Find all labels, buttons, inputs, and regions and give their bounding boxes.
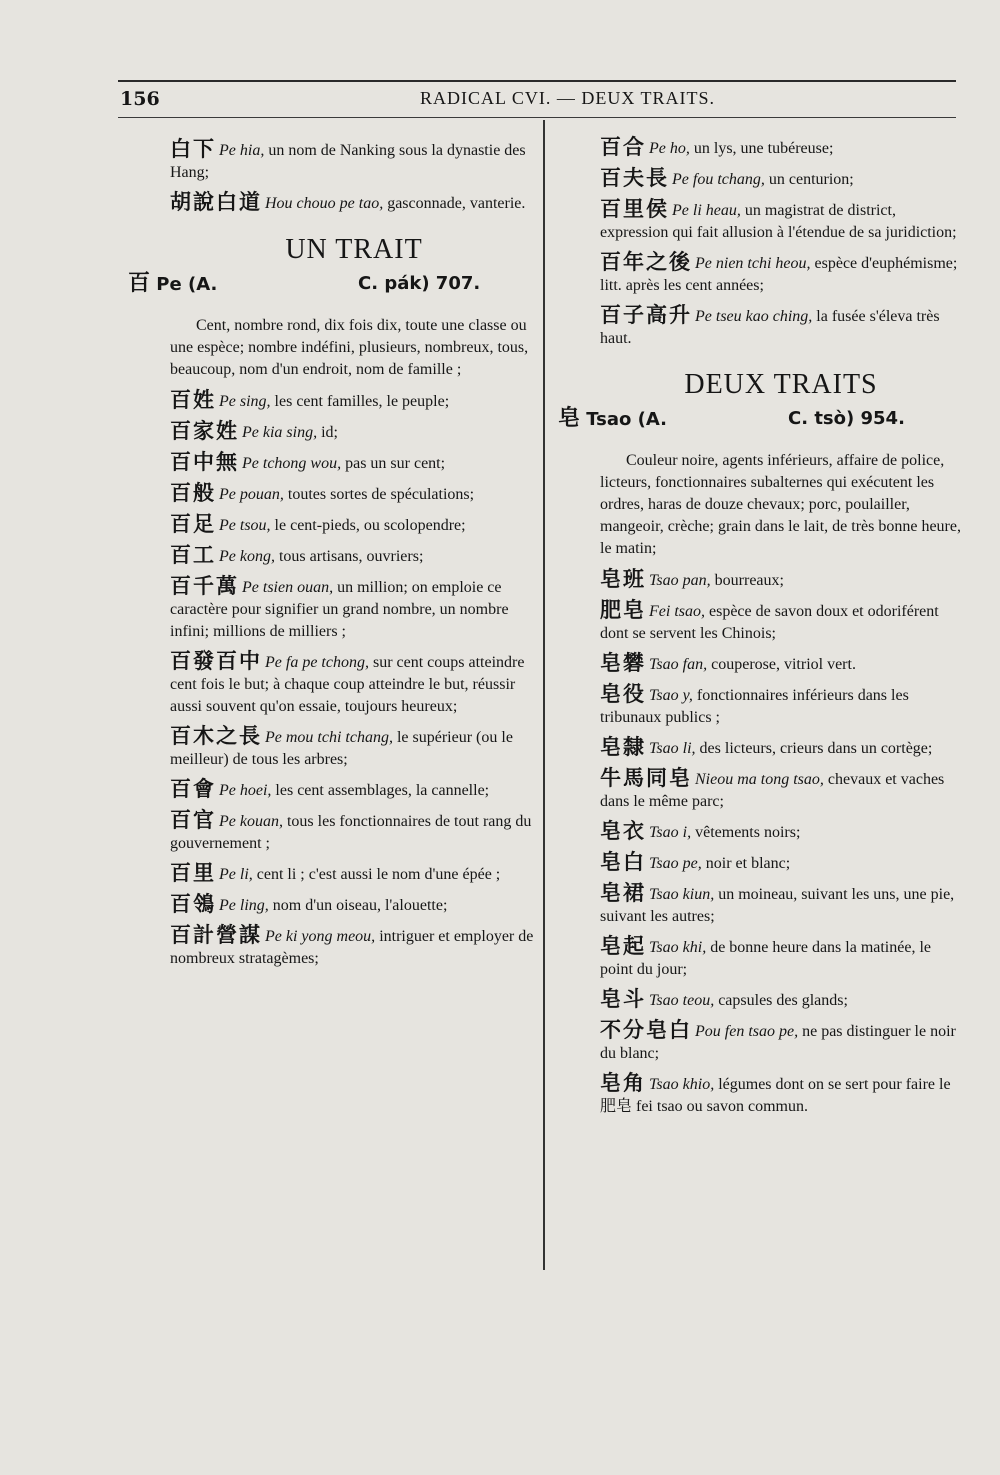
dictionary-entry bbox=[170, 650, 538, 718]
entry-characters: 百足 bbox=[170, 512, 216, 536]
radical-label: Tsao (A. bbox=[586, 409, 668, 430]
radical-label: Pe (A. bbox=[156, 274, 218, 295]
entry-definition: espèce d'euphémisme; litt. après les cent années; bbox=[600, 255, 958, 294]
entry-definition: gasconnade, vanterie. bbox=[387, 195, 526, 212]
entry-reading: Pe hoei, bbox=[219, 782, 272, 799]
dictionary-entry bbox=[600, 136, 962, 160]
entry-characters: 百鴒 bbox=[170, 892, 216, 916]
dictionary-entry bbox=[600, 1019, 962, 1065]
entry-definition: ne pas distinguer le noir du blanc; bbox=[600, 1023, 956, 1062]
entry-characters: 皂隸 bbox=[600, 735, 646, 759]
radical-cantonese: C. tsò) 954. bbox=[788, 408, 905, 429]
entry-characters: 百官 bbox=[170, 808, 216, 832]
entry-reading: Pe tsou, bbox=[219, 517, 271, 534]
radical-definition: Couleur noire, agents inférieurs, affaire de police, licteurs, fonctionnaires subalternes qui exécutent les ordres, haras de douze chevaux; porc, poulailler, mangeoir, crèche; grain dans le lait, de très bonne heure, le matin; bbox=[600, 452, 961, 557]
entry-reading: Pe tsien ouan, bbox=[242, 579, 334, 596]
entry-characters: 百里侯 bbox=[600, 197, 669, 221]
dictionary-entry bbox=[600, 882, 962, 928]
dictionary-entry bbox=[170, 138, 538, 184]
column-divider bbox=[543, 120, 545, 1270]
entry-characters: 皂起 bbox=[600, 934, 646, 958]
running-title: RADICAL CVI. — DEUX TRAITS. bbox=[420, 88, 715, 108]
entry-definition: un centurion; bbox=[768, 171, 854, 188]
left-column bbox=[128, 137, 538, 977]
dictionary-entry bbox=[170, 482, 538, 506]
entry-definition: intriguer et employer de nombreux stratagèmes; bbox=[170, 928, 534, 967]
entry-characters: 皂斗 bbox=[600, 987, 646, 1011]
radical-char: 皂 bbox=[558, 406, 581, 431]
entry-reading: Tsao pe, bbox=[649, 855, 702, 872]
entry-characters: 百子高升 bbox=[600, 303, 692, 327]
entry-characters: 百年之後 bbox=[600, 250, 692, 274]
dictionary-entry bbox=[600, 1072, 962, 1118]
entry-reading: Pe ling, bbox=[219, 897, 269, 914]
entry-reading: Nieou ma tong tsao, bbox=[695, 771, 824, 788]
right-top-entries bbox=[600, 136, 962, 350]
entry-definition: tous les fonctionnaires de tout rang du gouvernement ; bbox=[170, 813, 532, 852]
section-title-deux-traits: DEUX TRAITS bbox=[684, 369, 878, 400]
section-title-un-trait: UN TRAIT bbox=[285, 234, 423, 265]
dictionary-entry bbox=[600, 820, 962, 844]
dictionary-entry bbox=[170, 191, 538, 215]
entry-reading: Hou chouo pe tao, bbox=[265, 195, 384, 212]
entry-definition: fonctionnaires inférieurs dans les tribunaux publics ; bbox=[600, 687, 909, 726]
entry-reading: Fei tsao, bbox=[649, 603, 705, 620]
entry-definition: un magistrat de district, expression qui fait allusion à l'étendue de sa juridiction; bbox=[600, 202, 957, 241]
entry-definition: le cent-pieds, ou scolopendre; bbox=[274, 517, 466, 534]
entry-reading: Pe fou tchang, bbox=[672, 171, 765, 188]
entry-reading: Pe fa pe tchong, bbox=[265, 654, 369, 671]
entry-reading: Pe tseu kao ching, bbox=[695, 308, 813, 325]
left-entries bbox=[170, 389, 538, 970]
radical-heading-tsao bbox=[558, 408, 962, 440]
entry-definition: toutes sortes de spéculations; bbox=[287, 486, 475, 503]
dictionary-entry bbox=[170, 862, 538, 886]
entry-definition: de bonne heure dans la matinée, le point du jour; bbox=[600, 939, 931, 978]
dictionary-entry bbox=[170, 451, 538, 475]
right-entries bbox=[600, 568, 962, 1118]
entry-characters: 胡說白道 bbox=[170, 190, 262, 214]
dictionary-entry bbox=[170, 389, 538, 413]
entry-definition: les cent assemblages, la cannelle; bbox=[275, 782, 490, 799]
entry-reading: Pe kouan, bbox=[219, 813, 283, 830]
entry-characters: 皂班 bbox=[600, 567, 646, 591]
entry-definition: la fusée s'éleva très haut. bbox=[600, 308, 940, 347]
page-number: 156 bbox=[120, 88, 160, 110]
entry-characters: 白下 bbox=[170, 137, 216, 161]
entry-characters: 百夫長 bbox=[600, 166, 669, 190]
entry-reading: Tsao y, bbox=[649, 687, 693, 704]
dictionary-entry bbox=[600, 736, 962, 760]
entry-definition: cent li ; c'est aussi le nom d'une épée ; bbox=[256, 866, 501, 883]
header-rule bbox=[118, 117, 956, 118]
dictionary-entry bbox=[600, 304, 962, 350]
dictionary-entry bbox=[170, 725, 538, 771]
dictionary-entry bbox=[600, 851, 962, 875]
entry-characters: 百計營謀 bbox=[170, 923, 262, 947]
dictionary-entry bbox=[600, 568, 962, 592]
entry-reading: Pe li heau, bbox=[672, 202, 741, 219]
entry-reading: Pou fen tsao pe, bbox=[695, 1023, 799, 1040]
radical-cantonese: C. pák) 707. bbox=[358, 273, 481, 294]
entry-reading: Tsao teou, bbox=[649, 992, 715, 1009]
entry-characters: 百姓 bbox=[170, 388, 216, 412]
entry-reading: Pe sing, bbox=[219, 393, 271, 410]
entry-definition: nom d'un oiseau, l'alouette; bbox=[272, 897, 448, 914]
entry-definition: un lys, une tubéreuse; bbox=[693, 140, 834, 157]
entry-characters: 百會 bbox=[170, 777, 216, 801]
entry-characters: 皂衣 bbox=[600, 819, 646, 843]
entry-characters: 皂白 bbox=[600, 850, 646, 874]
entry-characters: 牛馬同皂 bbox=[600, 766, 692, 790]
dictionary-entry bbox=[600, 251, 962, 297]
entry-characters: 百里 bbox=[170, 861, 216, 885]
dictionary-entry bbox=[170, 893, 538, 917]
entry-characters: 皂裙 bbox=[600, 881, 646, 905]
dictionary-entry bbox=[600, 599, 962, 645]
entry-definition: un million; on emploie ce caractère pour signifier un grand nombre, un nombre infini; millions de milliers ; bbox=[170, 579, 509, 640]
entry-definition: tous artisans, ouvriers; bbox=[278, 548, 424, 565]
entry-characters: 皂礬 bbox=[600, 651, 646, 675]
entry-characters: 百般 bbox=[170, 481, 216, 505]
entry-reading: Pe tchong wou, bbox=[242, 455, 342, 472]
entry-reading: Pe ki yong meou, bbox=[265, 928, 376, 945]
entry-characters: 百木之長 bbox=[170, 724, 262, 748]
left-top-entries bbox=[170, 138, 538, 215]
entry-characters: 百家姓 bbox=[170, 419, 239, 443]
entry-definition: le supérieur (ou le meilleur) de tous les arbres; bbox=[170, 729, 513, 768]
dictionary-entry bbox=[170, 778, 538, 802]
dictionary-entry bbox=[170, 513, 538, 537]
entry-reading: Pe li, bbox=[219, 866, 253, 883]
dictionary-entry bbox=[170, 544, 538, 568]
entry-definition: les cent familles, le peuple; bbox=[274, 393, 450, 410]
entry-characters: 百發百中 bbox=[170, 649, 262, 673]
entry-reading: Tsao khio, bbox=[649, 1076, 715, 1093]
entry-definition: couperose, vitriol vert. bbox=[711, 656, 856, 673]
entry-characters: 不分皂白 bbox=[600, 1018, 692, 1042]
entry-reading: Pe mou tchi tchang, bbox=[265, 729, 393, 746]
entry-definition: bourreaux; bbox=[714, 572, 784, 589]
dictionary-entry bbox=[600, 935, 962, 981]
entry-reading: Pe nien tchi heou, bbox=[695, 255, 811, 272]
entry-definition: un moineau, suivant les uns, une pie, suivant les autres; bbox=[600, 886, 955, 925]
entry-characters: 百中無 bbox=[170, 450, 239, 474]
entry-reading: Tsao fan, bbox=[649, 656, 708, 673]
entry-definition: id; bbox=[321, 424, 338, 441]
entry-definition: vêtements noirs; bbox=[695, 824, 801, 841]
right-column bbox=[558, 135, 962, 1125]
entry-definition: légumes dont on se sert pour faire le 肥皂 fei tsao ou savon commun. bbox=[600, 1076, 951, 1115]
entry-definition: noir et blanc; bbox=[705, 855, 791, 872]
dictionary-entry bbox=[600, 167, 962, 191]
entry-characters: 百工 bbox=[170, 543, 216, 567]
entry-characters: 百合 bbox=[600, 135, 646, 159]
dictionary-entry bbox=[600, 988, 962, 1012]
radical-definition: Cent, nombre rond, dix fois dix, toute une classe ou une espèce; nombre indéfini, plusieurs, nombreux, tous, beaucoup, nom d'un endroit, nom de famille ; bbox=[170, 317, 529, 378]
entry-characters: 百千萬 bbox=[170, 574, 239, 598]
dictionary-entry bbox=[170, 809, 538, 855]
dictionary-entry bbox=[170, 924, 538, 970]
dictionary-entry bbox=[170, 420, 538, 444]
entry-reading: Pe kong, bbox=[219, 548, 275, 565]
dictionary-entry bbox=[600, 683, 962, 729]
entry-reading: Tsao kiun, bbox=[649, 886, 715, 903]
entry-characters: 肥皂 bbox=[600, 598, 646, 622]
entry-definition: capsules des glands; bbox=[718, 992, 848, 1009]
entry-definition: sur cent coups atteindre cent fois le but; à chaque coup atteindre le but, réussir aussi souvent qu'on essaie, toujours heureux; bbox=[170, 654, 525, 715]
entry-definition: espèce de savon doux et odoriférent dont se servent les Chinois; bbox=[600, 603, 939, 642]
top-rule bbox=[118, 80, 956, 82]
entry-reading: Tsao li, bbox=[649, 740, 696, 757]
entry-definition: des licteurs, crieurs dans un cortège; bbox=[699, 740, 933, 757]
entry-characters: 皂役 bbox=[600, 682, 646, 706]
entry-reading: Pe hia, bbox=[219, 142, 265, 159]
entry-definition: un nom de Nanking sous la dynastie des Hang; bbox=[170, 142, 526, 181]
entry-definition: pas un sur cent; bbox=[345, 455, 446, 472]
radical-heading-pe bbox=[128, 273, 538, 305]
dictionary-entry bbox=[170, 575, 538, 643]
entry-definition: chevaux et vaches dans le même parc; bbox=[600, 771, 945, 810]
radical-char: 百 bbox=[128, 271, 151, 296]
entry-reading: Tsao khi, bbox=[649, 939, 707, 956]
dictionary-entry bbox=[600, 652, 962, 676]
entry-reading: Pe ho, bbox=[649, 140, 690, 157]
entry-reading: Tsao pan, bbox=[649, 572, 711, 589]
entry-reading: Pe kia sing, bbox=[242, 424, 318, 441]
dictionary-entry bbox=[600, 767, 962, 813]
entry-reading: Tsao i, bbox=[649, 824, 692, 841]
entry-reading: Pe pouan, bbox=[219, 486, 284, 503]
entry-characters: 皂角 bbox=[600, 1071, 646, 1095]
dictionary-entry bbox=[600, 198, 962, 244]
